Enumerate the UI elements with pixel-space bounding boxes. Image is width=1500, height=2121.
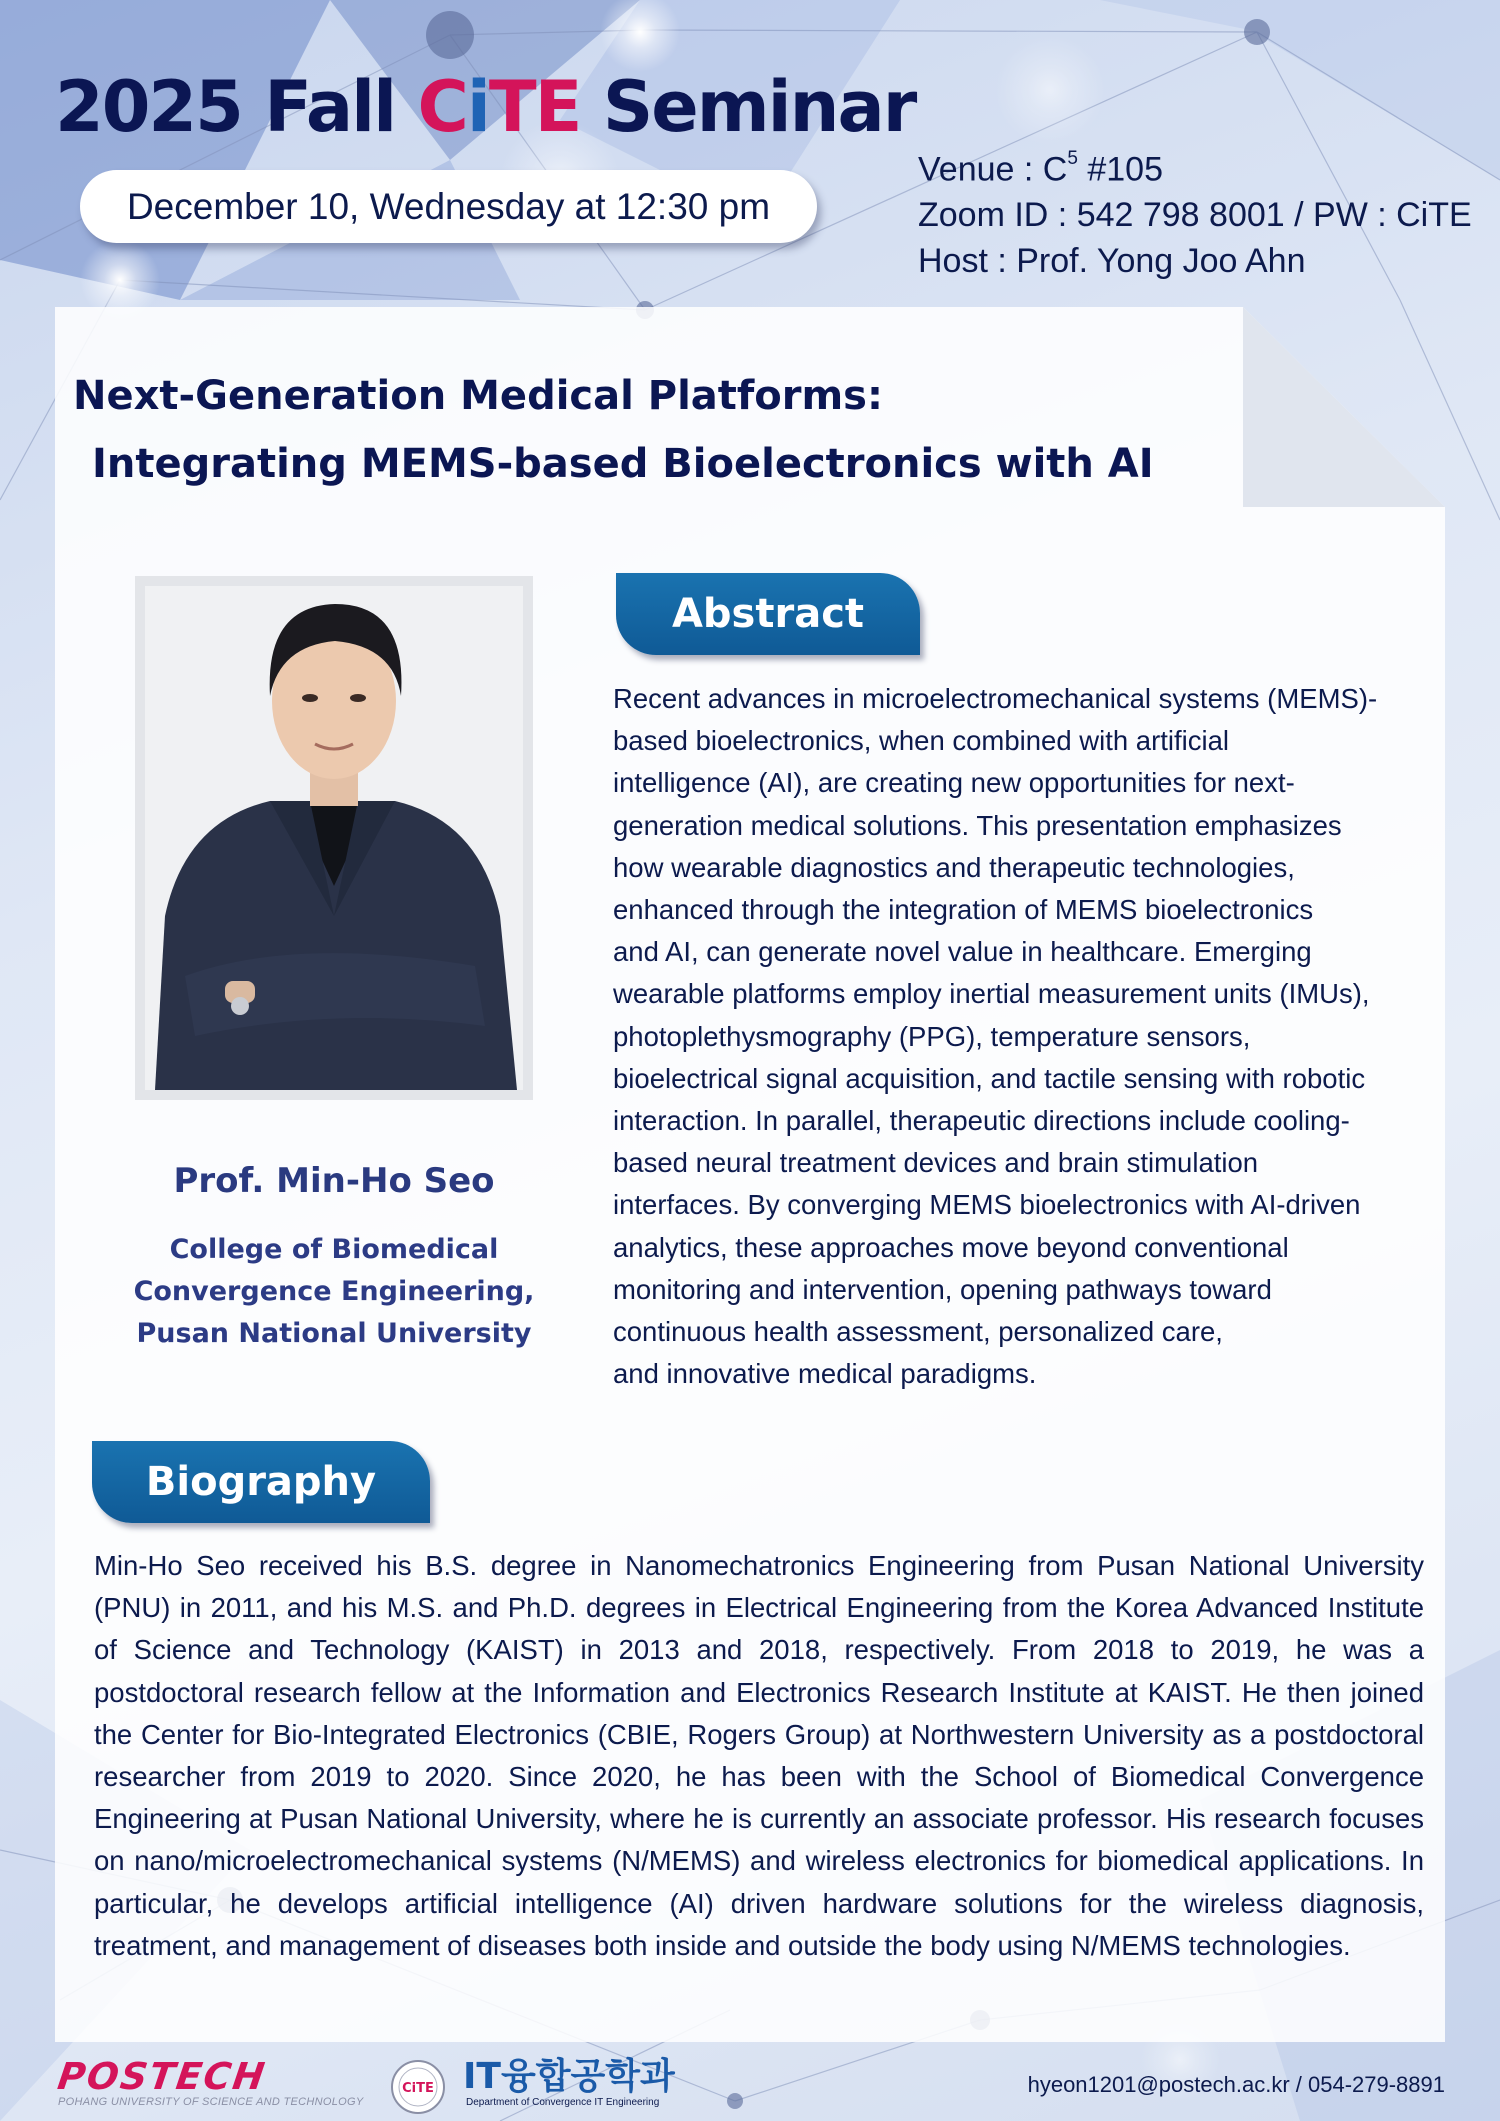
speaker-name: Prof. Min-Ho Seo bbox=[173, 1161, 495, 1201]
department-logo: IT융합공학과 Department of Convergence IT Engineering bbox=[463, 2056, 675, 2108]
talk-title-line1: Next-Generation Medical Platforms: bbox=[73, 373, 883, 419]
biography-text: Min-Ho Seo received his B.S. degree in Nanomechatronics Engineering from Pusan National University (PNU) in 2011, and his M.S. and Ph.D. degrees in Electrical Engineering from the Korea Advanced Institute of Science and Technology (KAIST) in 2013 and 2018, respectively. From 2018 to 2019, he was a postdoctoral research fellow at the Information and Electronics Research Institute at KAIST. He then joined the Center for Bio-Integrated Electronics (CBIE, Rogers Group) at Northwestern University as a postdoctoral researcher from 2019 to 2020. Since 2020, he has been with the School of Biomedical Convergence Engineering at Pusan National University, where he is currently an associate professor. His research focuses on nano/microelectromechanical systems (N/MEMS) and wireless electronics for biomedical applications. In particular, he develops artificial intelligence (AI) driven hardware solutions for the wireless diagnosis, treatment, and management of diseases both inside and outside the body using N/MEMS technologies. bbox=[94, 1550, 1424, 1961]
contact-info: hyeon1201@postech.ac.kr / 054-279-8891 bbox=[1027, 2072, 1445, 2097]
venue: Venue : $C^5$ #105 bbox=[918, 148, 1164, 189]
abstract-heading: Abstract bbox=[616, 573, 920, 655]
seal-text: CiTE bbox=[402, 2081, 434, 2096]
date-text: December 10, Wednesday at 12:30 pm bbox=[126, 185, 771, 227]
postech-logo: POSTECH POHANG UNIVERSITY OF SCIENCE AND TECHNOLOGY bbox=[55, 2055, 364, 2108]
cite-seal-icon bbox=[390, 2059, 446, 2115]
date-badge bbox=[80, 170, 817, 243]
speaker-photo bbox=[145, 586, 523, 1090]
zoom-info: Zoom ID : 542 798 8001 / PW : CiTE bbox=[918, 196, 1472, 235]
biography-heading: Biography bbox=[92, 1441, 430, 1523]
abstract-text: Recent advances in microelectromechanical systems (MEMS)- based bioelectronics, when combined with artificial intelligence (AI), are creating new opportunities for next- generation medical solutions. This presentation emphasizes how wearable diagnostics and therapeutic technologies, enhanced through the integration of MEMS bioelectronics and AI, can generate novel value in healthcare. Emerging wearable platforms employ inertial measurement units (IMUs), photoplethysmography (PPG), temperature sensors, bioelectrical signal acquisition, and tactile sensing with robotic interaction. In parallel, therapeutic directions include cooling- based neural treatment devices and brain stimulation interfaces. By converging MEMS bioelectronics with AI-driven analytics, these approaches move beyond conventional monitoring and intervention, opening pathways toward continuous health assessment, personalized care, and innovative medical paradigms. bbox=[613, 683, 1378, 1390]
talk-title bbox=[73, 362, 1154, 498]
talk-title-line2: Integrating MEMS-based Bioelectronics with AI bbox=[92, 441, 1154, 487]
event-info bbox=[918, 140, 1472, 284]
seminar-title: 2025 Fall CiTE Seminar bbox=[55, 66, 916, 148]
host: Host : Prof. Yong Joo Ahn bbox=[918, 242, 1306, 281]
speaker-affiliation: College of Biomedical Convergence Engineering, Pusan National University bbox=[133, 1234, 535, 1349]
